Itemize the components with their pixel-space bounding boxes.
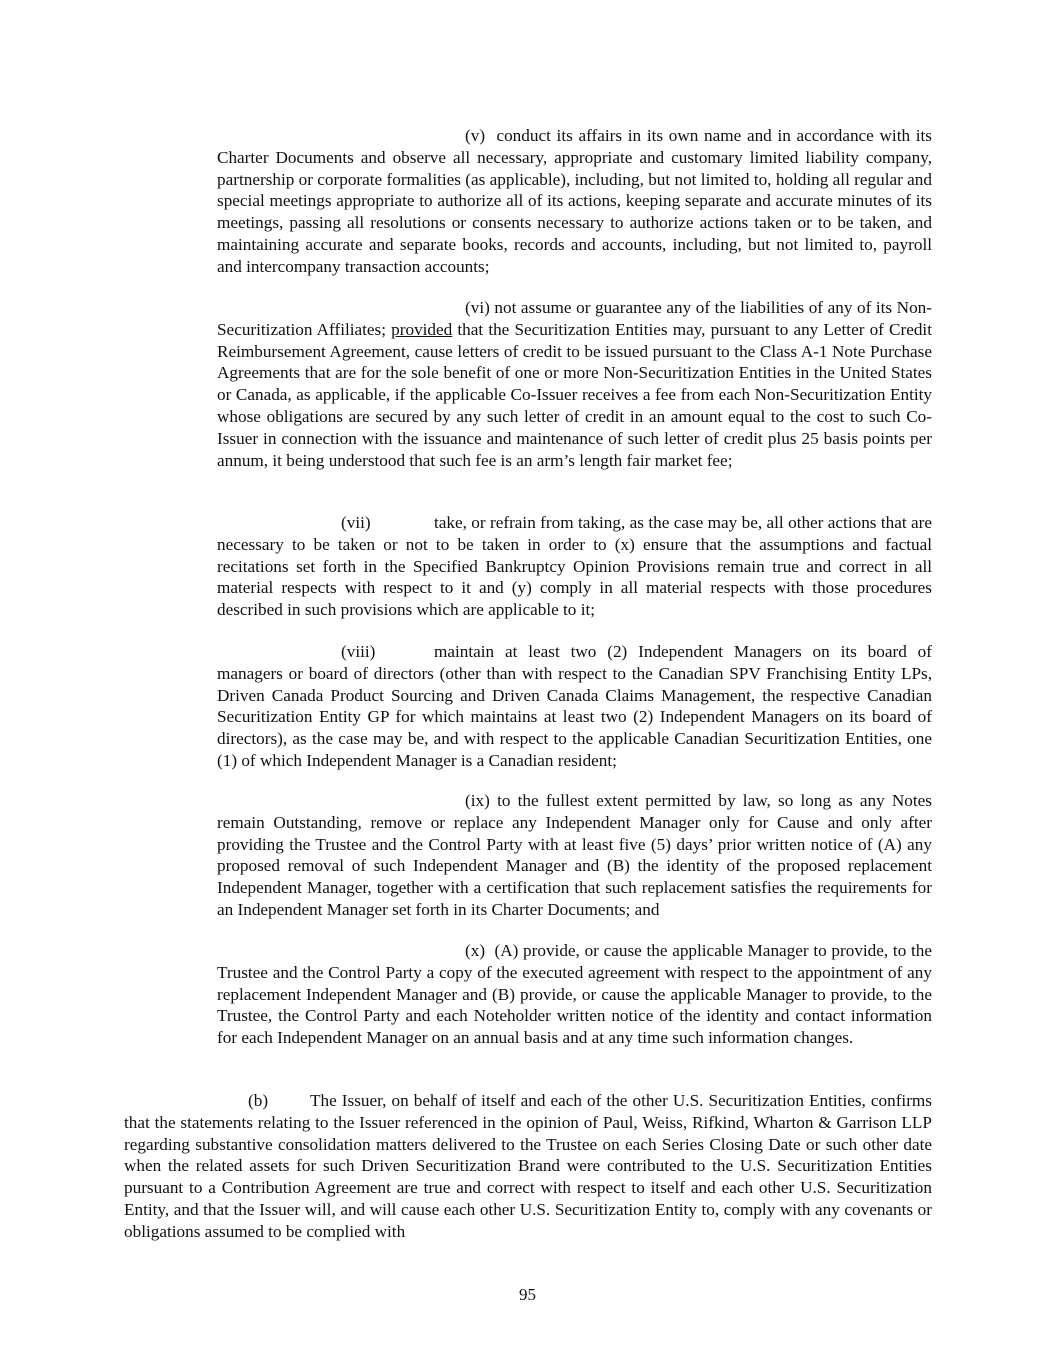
clause-viii	[217, 641, 932, 772]
clause-text: take, or refrain from taking, as the case may be, all other actions that are necessary to be taken or not to be taken in order to (x) ensure that the assumptions and factual recitations set forth in the Specified Bankruptcy Opinion Provisions remain true and correct in all material respects with respect to it and (y) comply in all material respects with those procedures described in such provisions which are applicable to it;	[217, 513, 932, 620]
clause-text: (A) provide, or cause the applicable Manager to provide, to the Trustee and the Control Party a copy of the executed agreement with respect to the appointment of any replacement Independent Manager and (B) provide, or cause the applicable Manager to provide, to the Trustee, the Control Party and each Noteholder written notice of the identity and contact information for each Independent Manager on an annual basis and at any time such information changes.	[217, 941, 932, 1048]
page-number: 95	[519, 1285, 536, 1304]
clause-text-before: not assume or guarantee any of the liabilities of any of its Non-Securitization Affiliates;	[217, 298, 932, 339]
clause-number: (ix)	[465, 791, 490, 810]
clause-text: to the fullest extent permitted by law, so long as any Notes remain Outstanding, remove or replace any Independent Manager only for Cause and only after providing the Trustee and the Control Party with at least five (5) days’ prior written notice of (A) any proposed removal of such Independent Manager and (B) the identity of the proposed replacement Independent Manager, together with a certification that such replacement satisfies the requirements for an Independent Manager set forth in its Charter Documents; and	[217, 791, 932, 919]
clause-number: (vii)	[341, 513, 371, 532]
clause-vi	[217, 297, 932, 471]
clause-number: (viii)	[341, 642, 376, 661]
provided-term: provided	[391, 319, 453, 339]
clause-x	[217, 940, 932, 1049]
clause-text: maintain at least two (2) Independent Managers on its board of managers or board of directors (other than with respect to the Canadian SPV Franchising Entity LPs, Driven Canada Product Sourcing and Driven Canada Claims Management, the respective Canadian Securitization Entity GP for which maintains at least two (2) Independent Managers on its board of directors), as the case may be, and with respect to the applicable Canadian Securitization Entities, one (1) of which Independent Manager is a Canadian resident;	[217, 642, 932, 770]
clause-number: (x)	[465, 941, 486, 960]
clause-text-after: that the Securitization Entities may, pursuant to any Letter of Credit Reimbursement Agreement, cause letters of credit to be issued pursuant to the Class A-1 Note Purchase Agreements that are for the sole benefit of one or more Non-Securitization Entities in the United States or Canada, as applicable, if the applicable Co-Issuer receives a fee from each Non-Securitization Entity whose obligations are secured by any such letter of credit in an amount equal to the cost to such Co-Issuer in connection with the issuance and maintenance of such letter of credit plus 25 basis points per annum, it being understood that such fee is an arm’s length fair market fee;	[217, 319, 932, 470]
clause-text: conduct its affairs in its own name and in accordance with its Charter Documents and observe all necessary, appropriate and customary limited liability company, partnership or corporate formalities (as applicable), including, but not limited to, holding all regular and special meetings appropriate to authorize all of its actions, keeping separate and accurate minutes of its meetings, passing all resolutions or consents necessary to authorize actions taken or to be taken, and maintaining accurate and separate books, records and accounts, including, but not limited to, payroll and intercompany transaction accounts;	[217, 126, 932, 276]
clause-b	[124, 1090, 932, 1243]
clause-ix	[217, 790, 932, 921]
clause-text: The Issuer, on behalf of itself and each of the other U.S. Securitization Entities, confirms that the statements relating to the Issuer referenced in the opinion of Paul, Weiss, Rifkind, Wharton & Garrison LLP regarding substantive consolidation matters delivered to the Trustee on each Series Closing Date or such other date when the related assets for such Driven Securitization Brand were contributed to the U.S. Securitization Entities pursuant to a Contribution Agreement are true and correct with respect to itself and each other U.S. Securitization Entity, and that the Issuer will, and will cause each other U.S. Securitization Entity to, comply with any covenants or obligations assumed to be complied with	[124, 1091, 932, 1241]
clause-vii	[217, 512, 932, 621]
clause-v	[217, 125, 932, 278]
clause-number: (vi)	[465, 298, 490, 317]
clause-number: (v)	[465, 126, 486, 145]
clause-number: (b)	[248, 1091, 269, 1110]
